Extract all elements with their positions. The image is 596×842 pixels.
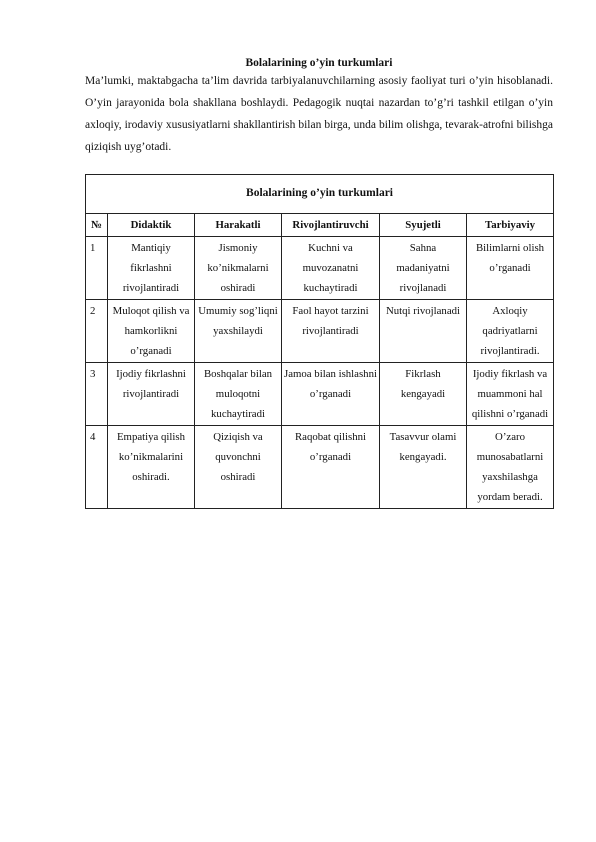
header-harakatli: Harakatli — [195, 214, 282, 237]
row-number: 3 — [86, 363, 108, 426]
document-page — [85, 56, 553, 509]
game-types-table — [85, 174, 554, 509]
table-caption-row — [86, 175, 554, 214]
table-cell: Mantiqiy fikrlashni rivojlantiradi — [108, 237, 195, 300]
header-didaktik: Didaktik — [108, 214, 195, 237]
header-number: № — [86, 214, 108, 237]
table-cell: Ijodiy fikrlashni rivojlantiradi — [108, 363, 195, 426]
table-row — [86, 363, 554, 426]
table-cell: Empatiya qilish ko’nikmalarini oshiradi. — [108, 426, 195, 509]
table-cell: Bilimlarni olish o’rganadi — [467, 237, 554, 300]
table-cell: Umumiy sog’liqni yaxshilaydi — [195, 300, 282, 363]
table-cell: Axloqiy qadriyatlarni rivojlantiradi. — [467, 300, 554, 363]
table-cell: Qiziqish va quvonchni oshiradi — [195, 426, 282, 509]
table-cell: O’zaro munosabatlarni yaxshilashga yordam beradi. — [467, 426, 554, 509]
table-header-row — [86, 214, 554, 237]
table-cell: Raqobat qilishni o’rganadi — [282, 426, 380, 509]
header-tarbiyaviy: Tarbiyaviy — [467, 214, 554, 237]
header-syujetli: Syujetli — [380, 214, 467, 237]
row-number: 2 — [86, 300, 108, 363]
header-rivojlantiruvchi: Rivojlantiruvchi — [282, 214, 380, 237]
table-cell: Nutqi rivojlanadi — [380, 300, 467, 363]
row-number: 4 — [86, 426, 108, 509]
table-cell: Jamoa bilan ishlashni o’rganadi — [282, 363, 380, 426]
table-cell: Fikrlash kengayadi — [380, 363, 467, 426]
table-cell: Faol hayot tarzini rivojlantiradi — [282, 300, 380, 363]
table-cell: Jismoniy ko’nikmalarni oshiradi — [195, 237, 282, 300]
table-cell: Muloqot qilish va hamkorlikni o’rganadi — [108, 300, 195, 363]
row-number: 1 — [86, 237, 108, 300]
table-row — [86, 426, 554, 509]
table-cell: Ijodiy fikrlash va muammoni hal qilishni o’rganadi — [467, 363, 554, 426]
intro-paragraph: Ma’lumki, maktabgacha ta’lim davrida tarbiyalanuvchilarning asosiy faoliyat turi o’yin hisoblanadi. O’yin jarayonida bola shakllana boshlaydi. Pedagogik nuqtai nazardan to’g’ri tashkil etilgan o’yin axloqiy, irodaviy xususiyatlarni shakllantirish bilan birga, unda bilim olishga, tevarak-atrofni bilishga qiziqish uyg’otadi. — [85, 75, 553, 153]
table-cell: Tasavvur olami kengayadi. — [380, 426, 467, 509]
table-cell: Sahna madaniyatni rivojlanadi — [380, 237, 467, 300]
table-cell: Boshqalar bilan muloqotni kuchaytiradi — [195, 363, 282, 426]
table-row — [86, 237, 554, 300]
table-row — [86, 300, 554, 363]
table-cell: Kuchni va muvozanatni kuchaytiradi — [282, 237, 380, 300]
document-title: Bolalarining o’yin turkumlari — [245, 57, 393, 69]
table-caption: Bolalarining o’yin turkumlari — [86, 175, 554, 214]
